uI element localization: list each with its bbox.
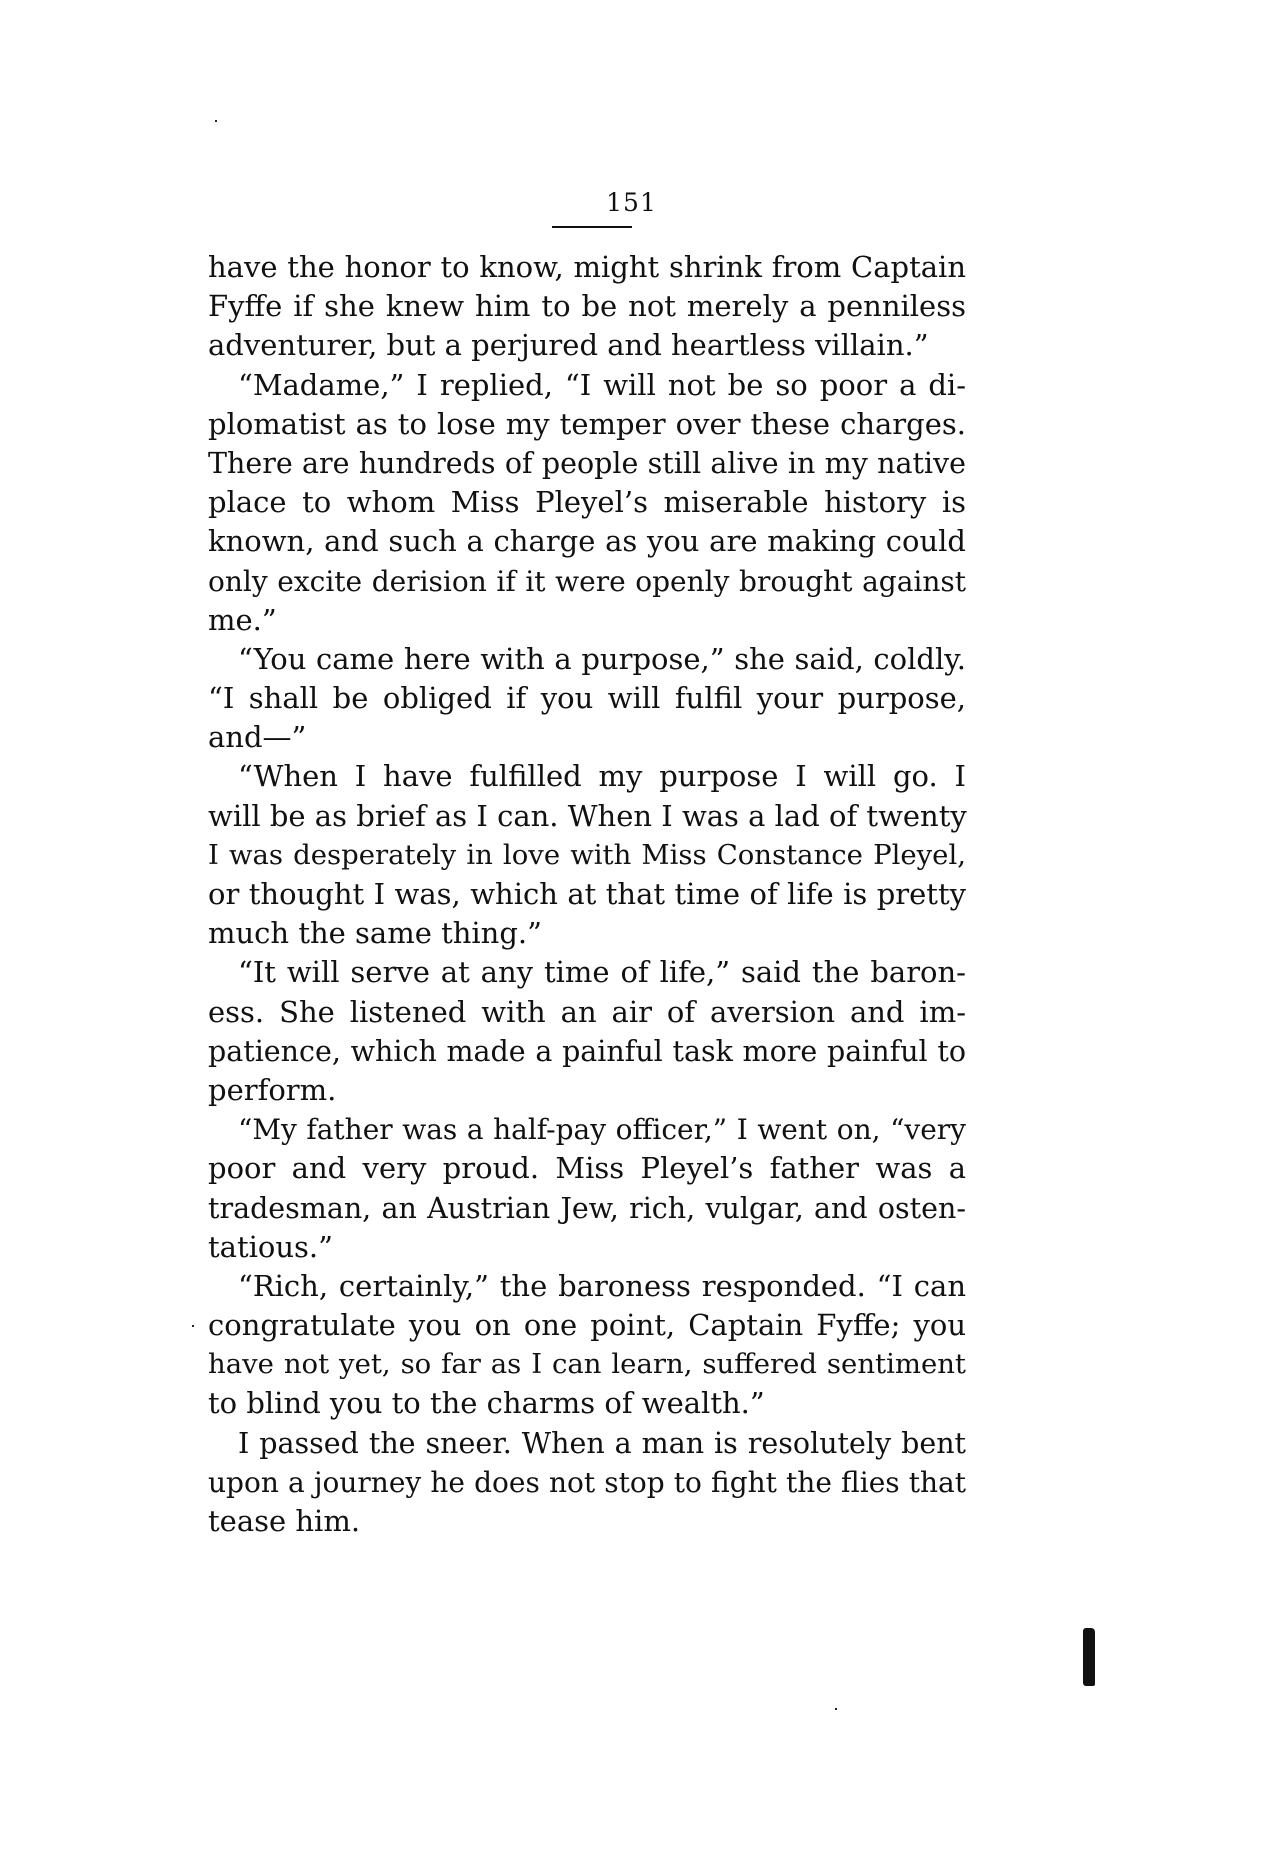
text-line: “My father was a half-pay officer,” I went on, “very: [238, 1113, 966, 1147]
body-text: [208, 248, 966, 1541]
text-line: tatious.”: [208, 1229, 333, 1264]
text-line: plomatist as to lose my temper over these charges.: [208, 406, 966, 441]
print-speck: [215, 120, 217, 122]
margin-ink-mark: [1083, 1628, 1095, 1686]
text-line: upon a journey he does not stop to fight the flies that: [208, 1465, 966, 1499]
text-line: adventurer, but a perjured and heartless villain.”: [208, 328, 929, 363]
text-line: I was desperately in love with Miss Constance Pleyel,: [208, 838, 966, 871]
text-line: Fyffe if she knew him to be not merely a penniless: [208, 289, 966, 324]
text-line: I passed the sneer. When a man is resolutely bent: [238, 1426, 966, 1460]
text-line: “It will serve at any time of life,” said the baron-: [238, 955, 966, 990]
text-line: to blind you to the charms of wealth.”: [208, 1386, 765, 1421]
text-line: me.”: [208, 602, 277, 637]
text-line: only excite derision if it were openly brought against: [208, 564, 966, 598]
text-line: have not yet, so far as I can learn, suffered sentiment: [208, 1348, 966, 1381]
text-line: “Rich, certainly,” the baroness responded. “I can: [238, 1268, 966, 1303]
text-line: place to whom Miss Pleyel’s miserable history is: [208, 485, 966, 520]
text-line: much the same thing.”: [208, 916, 542, 951]
text-line: tradesman, an Austrian Jew, rich, vulgar, and osten-: [208, 1191, 966, 1225]
text-line: “Madame,” I replied, “I will not be so poor a di-: [238, 367, 966, 402]
text-line: perform.: [208, 1072, 337, 1107]
text-line: or thought I was, which at that time of life is pretty: [208, 877, 966, 911]
text-line: patience, which made a painful task more painful to: [208, 1034, 966, 1068]
text-line: will be as brief as I can. When I was a lad of twenty: [208, 798, 967, 833]
page-number-rule: [552, 226, 632, 228]
page-number: 151: [606, 188, 657, 217]
print-speck: [192, 1325, 194, 1327]
text-line: There are hundreds of people still alive in my native: [208, 446, 966, 480]
text-line: ess. She listened with an air of aversion and im-: [208, 994, 966, 1029]
text-line: congratulate you on one point, Captain Fyffe; you: [208, 1308, 966, 1343]
text-line: “I shall be obliged if you will fulfil your purpose,: [208, 681, 966, 716]
print-speck: [835, 1708, 837, 1710]
text-line: “When I have fulfilled my purpose I will go. I: [238, 759, 966, 794]
text-line: have the honor to know, might shrink from Captain: [208, 250, 966, 284]
text-line: poor and very proud. Miss Pleyel’s father was a: [208, 1151, 966, 1186]
text-line: and—”: [208, 720, 307, 755]
text-line: “You came here with a purpose,” she said, coldly.: [238, 641, 966, 676]
text-line: known, and such a charge as you are making could: [208, 524, 966, 559]
text-line: tease him.: [208, 1504, 361, 1538]
